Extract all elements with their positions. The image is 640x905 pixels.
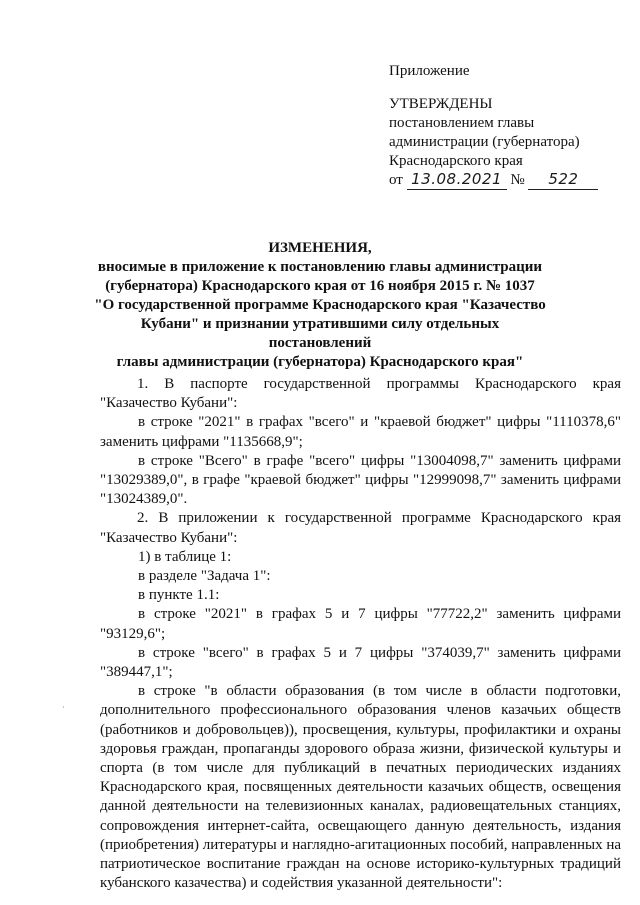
subtitle-line: Кубани" и признании утратившими силу отдельных постановлений	[140, 316, 500, 351]
appendix-label: Приложение	[389, 63, 470, 79]
paragraph: в строке "в области образования (в том числе в области подготовки, дополнительного профессионального образования членов казачьих обществ (работников и добровольцев)), просвещения, культуры, профилактики и охраны здоровья граждан, пропаганды здорового образа жизни, физической культуры и спорта (в том числе для публикаций в печатных периодических изданиях Краснодарского края, посвященных деятельности казачьих обществ, освещения данной деятельности на телевизионных каналах, радиовещательных станциях, сопровождения интернет-сайта, освещающего данную деятельность, издания (приобретения) литературы и наглядно-агитационных пособий, направленных на патриотическое воспитание граждан на основе историко-культурных традиций кубанского казачества) и содействия указанной деятельности":	[100, 683, 622, 892]
paragraph: в строке "2021" в графах "всего" и "краевой бюджет" цифры "1110378,6" заменить цифрами "1135668,9";	[100, 414, 621, 450]
approval-line: администрации (губернатора)	[389, 134, 580, 150]
subtitle-line: (губернатора) Краснодарского края от 16 ноября 2015 г. № 1037	[105, 278, 535, 294]
paragraph: в строке "Всего" в графе "всего" цифры "13004098,7" заменить цифрами "13029389,0", в графе "краевой бюджет" цифры "12999098,7" заменить цифрами "13024389,0".	[100, 452, 621, 508]
subtitle-line: вносимые в приложение к постановлению главы администрации	[97, 259, 543, 275]
margin-mark: ·	[62, 703, 65, 712]
subtitle-line: главы администрации (губернатора) Краснодарского края"	[116, 354, 524, 370]
date-field	[407, 171, 507, 190]
document-header	[90, 239, 550, 372]
approval-line: постановлением главы	[389, 115, 535, 131]
number-field	[528, 171, 598, 190]
paragraph: в пункте 1.1:	[138, 587, 220, 604]
document-title: ИЗМЕНЕНИЯ,	[268, 240, 372, 256]
paragraph: в строке "всего" в графах 5 и 7 цифры "374039,7" заменить цифрами "389447,1";	[100, 644, 621, 681]
handwritten-date: 13.08.2021	[411, 170, 503, 188]
number-prefix: №	[510, 172, 525, 188]
paragraph: в разделе "Задача 1":	[138, 568, 271, 585]
document-body	[100, 375, 621, 893]
subtitle-line: "О государственной программе Краснодарского края "Казачество	[94, 297, 546, 313]
date-number-row	[389, 171, 629, 190]
approval-line: Краснодарского края	[389, 153, 523, 169]
paragraph: 1. В паспорте государственной программы Краснодарского края "Казачество Кубани":	[100, 376, 621, 412]
paragraph: 1) в таблице 1:	[138, 548, 232, 565]
handwritten-number: 522	[548, 170, 579, 188]
approved-label: УТВЕРЖДЕНЫ	[389, 96, 493, 112]
approval-block	[389, 62, 629, 190]
paragraph: в строке "2021" в графах 5 и 7 цифры "77722,2" заменить цифрами "93129,6";	[100, 606, 621, 642]
date-prefix: от	[389, 172, 403, 188]
paragraph: 2. В приложении к государственной программе Краснодарского края "Казачество Кубани":	[100, 510, 621, 546]
